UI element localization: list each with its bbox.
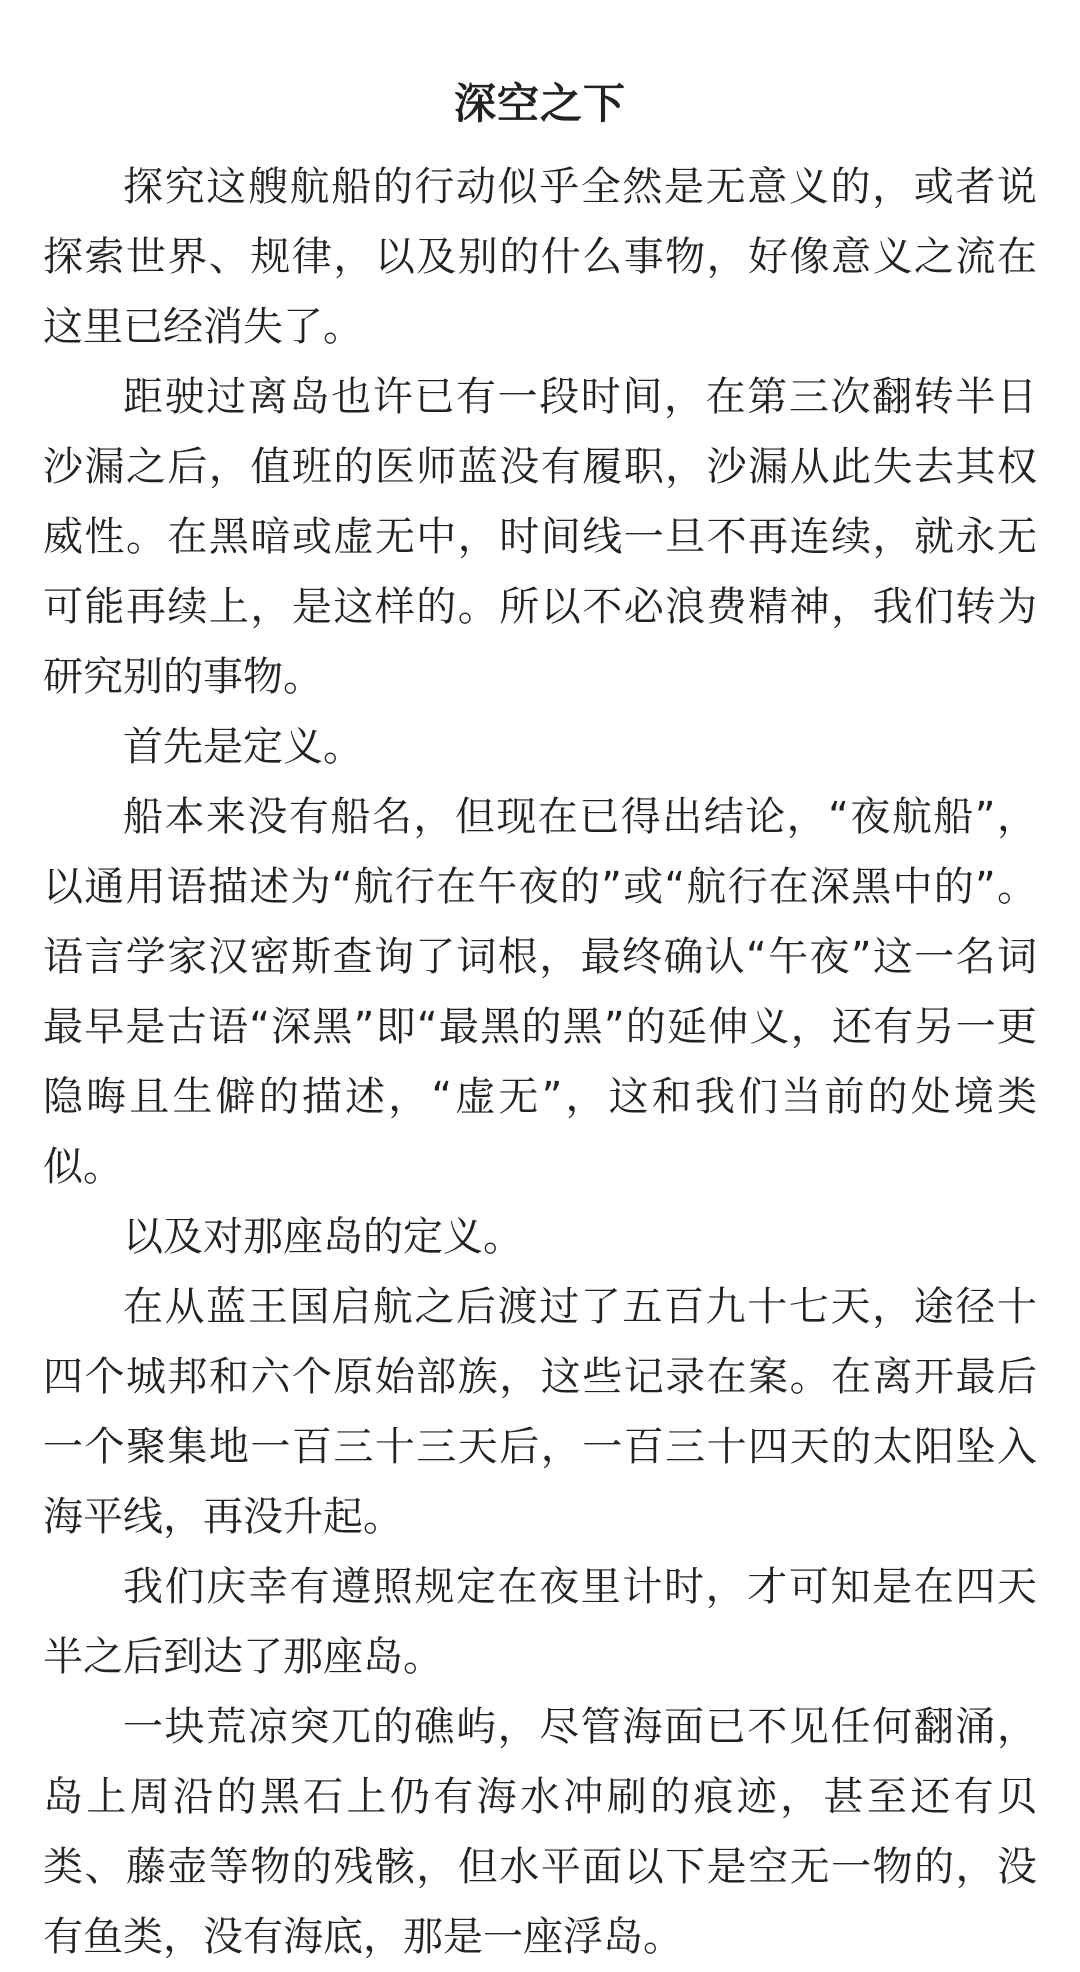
paragraph: 以及对那座岛的定义。 xyxy=(123,1214,523,1260)
paragraph: 距驶过离岛也许已有一段时间，在第三次翻转半日沙漏之后，值班的医师蓝没有履职，沙漏从此失去其权威性。在黑暗或虚无中，时间线一旦不再连续，就永无可能再续上，是这样的。所以不必浪费精神，我们转为研究别的事物。 xyxy=(43,374,1037,700)
paragraph: 我们庆幸有遵照规定在夜里计时，才可知是在四天半之后到达了那座岛。 xyxy=(43,1564,1037,1680)
paragraph: 一块荒凉突兀的礁屿，尽管海面已不见任何翻涌，岛上周沿的黑石上仍有海水冲刷的痕迹，甚至还有贝类、藤壶等物的残骸，但水平面以下是空无一物的，没有鱼类，没有海底，那是一座浮岛。 xyxy=(43,1704,1037,1960)
article-title: 深空之下 xyxy=(453,79,626,128)
paragraph: 探究这艘航船的行动似乎全然是无意义的，或者说探索世界、规律，以及别的什么事物，好像意义之流在这里已经消失了。 xyxy=(43,164,1037,350)
paragraph: 在从蓝王国启航之后渡过了五百九十七天，途径十四个城邦和六个原始部族，这些记录在案。在离开最后一个聚集地一百三十三天后，一百三十四天的太阳坠入海平线，再没升起。 xyxy=(43,1284,1037,1540)
paragraph: 首先是定义。 xyxy=(123,724,363,770)
paragraph: 船本来没有船名，但现在已得出结论，“夜航船”，以通用语描述为“航行在午夜的”或“航行在深黑中的”。语言学家汉密斯查询了词根，最终确认“午夜”这一名词最早是古语“深黑”即“最黑的黑”的延伸义，还有另一更隐晦且生僻的描述，“虚无”，这和我们当前的处境类似。 xyxy=(43,794,1037,1190)
